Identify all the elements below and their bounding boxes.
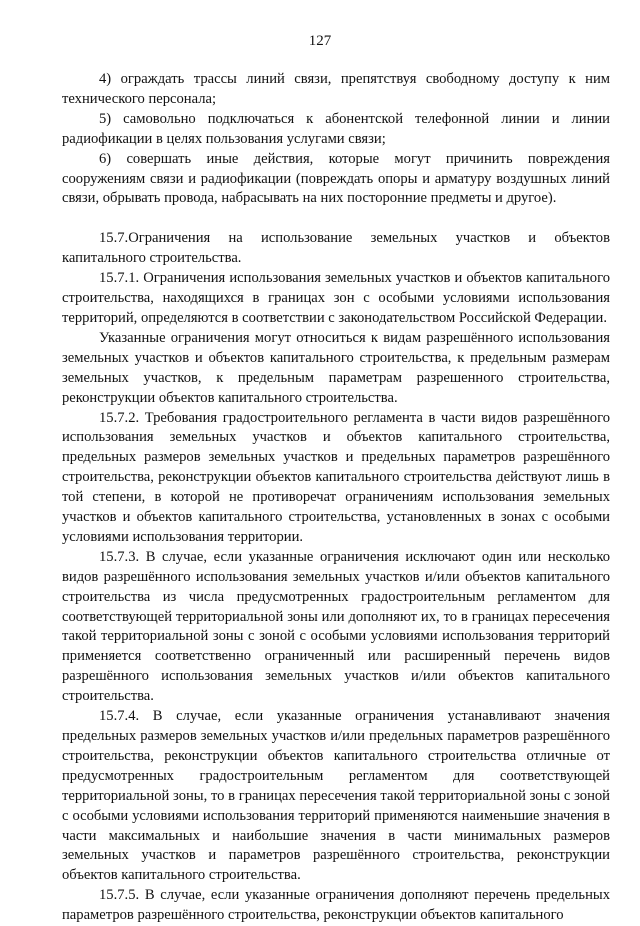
list-item-6: 6) совершать иные действия, которые могут причинить повреждения сооружениям связи и радиофикации (повреждать опоры и арматуру воздушных линий связи, обрывать провода, набрасывать на них посторонние предметы и другое). bbox=[62, 150, 610, 207]
paragraph-spacer bbox=[62, 209, 610, 229]
list-item-5: 5) самовольно подключаться к абонентской телефонной линии и линии радиофикации в целях пользования услугами связи; bbox=[62, 110, 610, 147]
clause-15-7-2: 15.7.2. Требования градостроительного регламента в части видов разрешённого использования земельных участков и объектов капитального строительства, предельных размеров земельных участков и предельных параметров разрешённого строительства, реконструкции объектов капитального строительства действуют лишь в той степени, в которой не противоречат ограничениям использования земельных участков и объектов капитального строительства, установленных в зонах с особыми условиями использования территории. bbox=[62, 409, 610, 545]
clause-15-7-3: 15.7.3. В случае, если указанные ограничения исключают один или несколько видов разрешённого использования земельных участков и/или объектов капитального строительства из числа предусмотренных градостроительным регламентом для соответствующей территориальной зоны или дополняют их, то в границах пересечения такой территориальной зоны с зоной с особыми условиями использования территорий применяется соответственно ограниченный или расширенный перечень видов разрешённого использования земельных участков и/или объектов капитального строительства. bbox=[62, 548, 610, 705]
clause-15-7-4: 15.7.4. В случае, если указанные ограничения устанавливают значения предельных размеров земельных участков и/или предельных параметров разрешённого строительства, реконструкции объектов капитального строительства отличные от предусмотренных градостроительным регламентом для соответствующей территориальной зоны, то в границах пересечения такой территориальной зоны с зоной с особыми условиями использования территорий применяются наименьшие значения в части максимальных и наибольшие значения в части минимальных размеров земельных участков и параметров разрешённого строительства, реконструкции объектов капитального строительства. bbox=[62, 708, 610, 884]
clause-15-7-1: 15.7.1. Ограничения использования земельных участков и объектов капитального строительства, находящихся в границах зон с особыми условиями использования территорий, определяются в соответствии с законодательством Российской Федерации. bbox=[62, 270, 610, 326]
document-body bbox=[62, 70, 610, 926]
list-item-4: 4) ограждать трассы линий связи, препятствуя свободному доступу к ним технического персонала; bbox=[62, 71, 610, 107]
page-number: 127 bbox=[308, 33, 332, 49]
clause-15-7-5: 15.7.5. В случае, если указанные ограничения дополняют перечень предельных параметров разрешённого строительства, реконструкции объектов капитального bbox=[62, 887, 610, 924]
section-heading-15-7: 15.7.Ограничения на использование земельных участков и объектов капитального строительства. bbox=[62, 230, 610, 267]
clause-15-7-1-continued: Указанные ограничения могут относиться к видам разрешённого использования земельных участков и объектов капитального строительства, к предельным размерам земельных участков, к предельным параметрам разрешенного строительства, реконструкции объектов капитального строительства. bbox=[62, 329, 610, 406]
